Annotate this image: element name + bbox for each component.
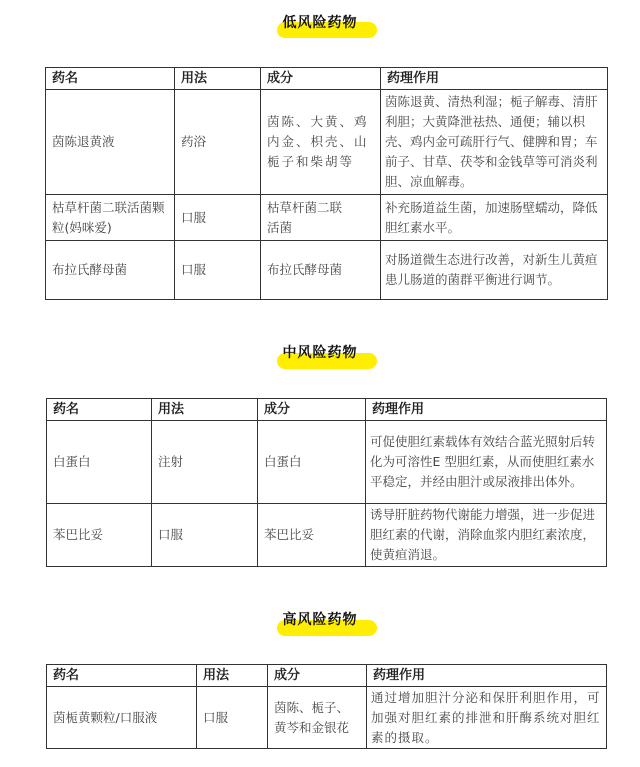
section-title-medium-risk	[0, 339, 640, 375]
drug-name: 茵陈退黄液	[46, 90, 175, 195]
table-row	[47, 687, 607, 749]
drug-name: 枯草杆菌二联活菌颗粒(妈咪爱)	[46, 195, 175, 241]
drug-effect: 茵陈退黄、清热利湿；栀子解毒、清肝利胆；大黄降泄祛热、通便；辅以枳壳、鸡内金可疏肝行气、健脾和胃；车前子、甘草、茯苓和金钱草等可消炎利胆、凉血解毒。	[381, 90, 608, 195]
header-name: 药名	[47, 665, 197, 687]
drug-usage: 注射	[152, 421, 258, 504]
drug-ingredients: 布拉氏酵母菌	[261, 241, 381, 300]
drug-ingredients: 茵陈、栀子、黄芩和金银花	[268, 687, 367, 749]
header-name: 药名	[46, 68, 175, 90]
header-ingredients: 成分	[258, 399, 366, 421]
table-row	[46, 241, 608, 300]
drug-name: 布拉氏酵母菌	[46, 241, 175, 300]
header-effect: 药理作用	[366, 399, 607, 421]
drug-effect: 补充肠道益生菌，加速肠壁蠕动，降低胆红素水平。	[381, 195, 608, 241]
drug-name: 茵栀黄颗粒/口服液	[47, 687, 197, 749]
table-header-row	[46, 68, 608, 90]
low-risk-table	[45, 67, 608, 300]
high-risk-table	[46, 664, 607, 749]
header-usage: 用法	[175, 68, 261, 90]
drug-name: 白蛋白	[47, 421, 152, 504]
header-effect: 药理作用	[367, 665, 607, 687]
drug-effect: 对肠道微生态进行改善，对新生儿黄疸患儿肠道的菌群平衡进行调节。	[381, 241, 608, 300]
drug-effect: 通过增加胆汁分泌和保肝利胆作用，可加强对胆红素的排泄和肝酶系统对胆红素的摄取。	[367, 687, 607, 749]
drug-ingredients: 白蛋白	[258, 421, 366, 504]
section-title-high-risk	[0, 606, 640, 642]
drug-ingredients: 枯草杆菌二联活菌	[261, 195, 381, 241]
header-usage: 用法	[152, 399, 258, 421]
section-heading: 低风险药物	[282, 15, 358, 31]
header-ingredients: 成分	[261, 68, 381, 90]
drug-effect: 可促使胆红素载体有效结合蓝光照射后转化为可溶性E 型胆红素，从而使胆红素水平稳定，并经由胆汁或尿液排出体外。	[366, 421, 607, 504]
table-row	[46, 90, 608, 195]
header-effect: 药理作用	[381, 68, 608, 90]
header-usage: 用法	[197, 665, 268, 687]
drug-usage: 口服	[152, 504, 258, 567]
drug-effect: 诱导肝脏药物代谢能力增强，进一步促进胆红素的代谢，消除血浆内胆红素浓度，使黄疸消退。	[366, 504, 607, 567]
medium-risk-table	[46, 398, 607, 567]
drug-name: 苯巴比妥	[47, 504, 152, 567]
drug-ingredients: 茵陈、大黄、鸡内金、枳壳、山栀子和柴胡等	[261, 90, 381, 195]
drug-usage: 口服	[175, 241, 261, 300]
section-heading: 中风险药物	[282, 345, 358, 361]
header-name: 药名	[47, 399, 152, 421]
table-row	[47, 504, 607, 567]
section-title-low-risk	[0, 8, 640, 44]
drug-usage: 口服	[175, 195, 261, 241]
table-row	[47, 421, 607, 504]
table-header-row	[47, 665, 607, 687]
drug-usage: 药浴	[175, 90, 261, 195]
header-ingredients: 成分	[268, 665, 367, 687]
table-header-row	[47, 399, 607, 421]
table-row	[46, 195, 608, 241]
drug-usage: 口服	[197, 687, 268, 749]
section-heading: 高风险药物	[282, 612, 358, 628]
drug-ingredients: 苯巴比妥	[258, 504, 366, 567]
